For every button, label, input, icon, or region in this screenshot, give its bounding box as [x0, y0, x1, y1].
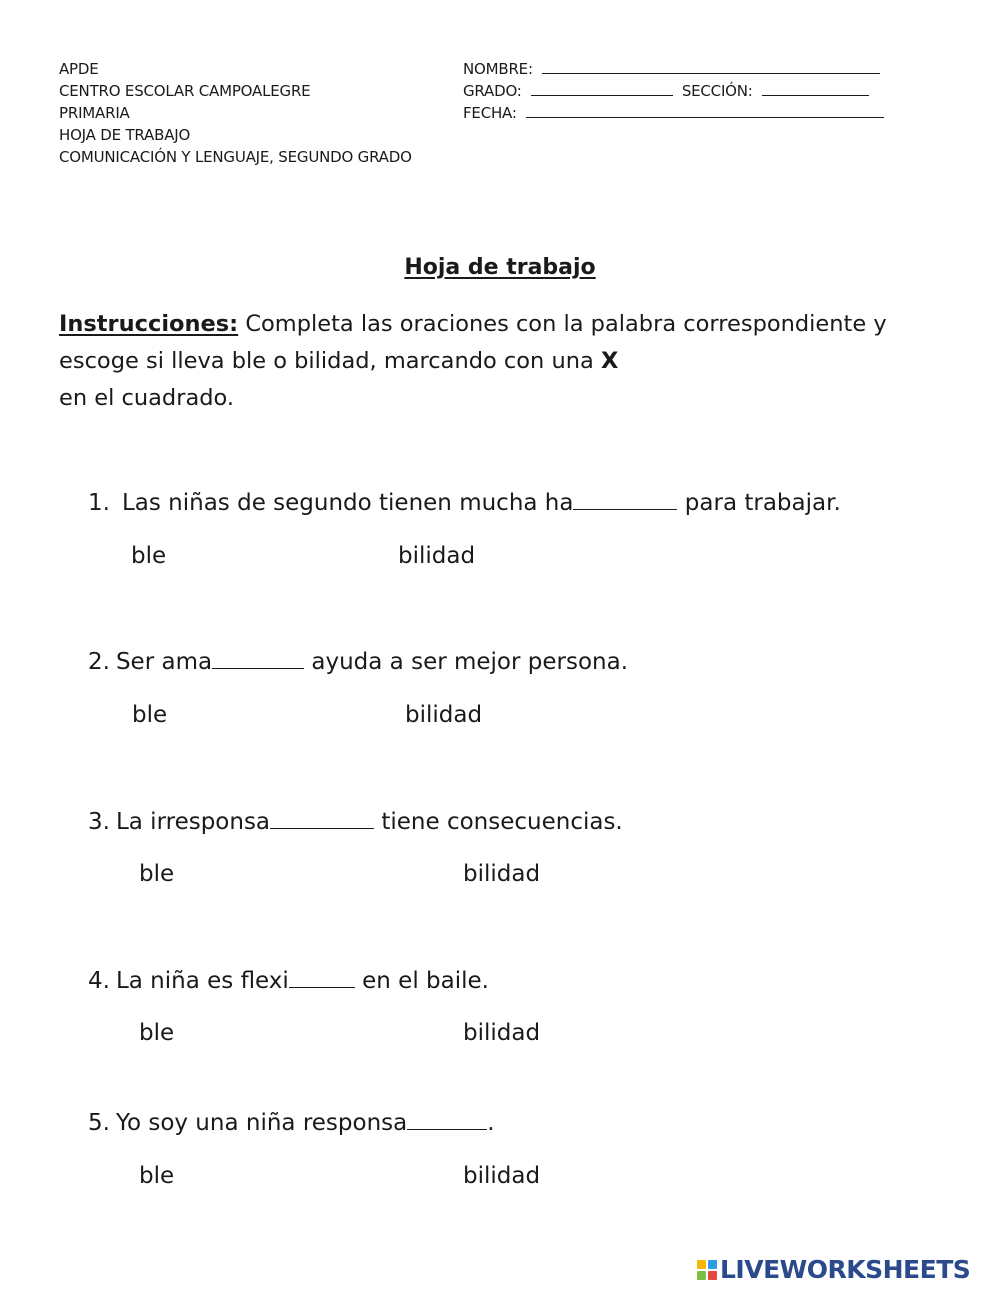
- school-info: [59, 58, 412, 168]
- nombre-row: [463, 58, 884, 80]
- option-bilidad[interactable]: bilidad: [463, 1020, 541, 1046]
- question-3: [88, 807, 623, 837]
- question-number: 5.: [88, 1110, 110, 1136]
- question-text-before: La irresponsa: [115, 809, 271, 835]
- instructions-label: Instrucciones:: [59, 311, 239, 337]
- question-number: 4.: [88, 968, 110, 994]
- school-info-line: APDE: [59, 60, 99, 78]
- liveworksheets-logo: [697, 1255, 970, 1285]
- grado-label: GRADO:: [463, 82, 522, 100]
- fecha-label: FECHA:: [463, 104, 517, 122]
- question-text-before: La niña es flexi: [115, 968, 289, 994]
- question-text-after: en el baile.: [354, 968, 489, 994]
- option-ble[interactable]: ble: [139, 861, 175, 887]
- grado-row: [463, 80, 884, 102]
- school-info-line: COMUNICACIÓN Y LENGUAJE, SEGUNDO GRADO: [59, 148, 412, 166]
- question-1: [88, 488, 841, 518]
- instructions-mark: X: [600, 348, 619, 374]
- question-text-before: Yo soy una niña responsa: [115, 1110, 408, 1136]
- seccion-field[interactable]: [762, 80, 869, 96]
- question-text-after: ayuda a ser mejor persona.: [304, 649, 629, 675]
- question-4: [88, 966, 489, 996]
- school-info-line: CENTRO ESCOLAR CAMPOALEGRE: [59, 82, 311, 100]
- question-text-before: Ser ama: [115, 649, 213, 675]
- option-ble[interactable]: ble: [139, 1020, 175, 1046]
- seccion-label: SECCIÓN:: [681, 82, 753, 100]
- logo-square: [697, 1260, 706, 1269]
- question-text-after: para trabajar.: [677, 490, 841, 516]
- answer-blank[interactable]: [407, 1109, 487, 1130]
- answer-blank[interactable]: [573, 489, 677, 510]
- question-text-before: Las niñas de segundo tienen mucha ha: [121, 490, 574, 516]
- nombre-label: NOMBRE:: [463, 60, 533, 78]
- question-text-after: tiene consecuencias.: [374, 809, 623, 835]
- logo-squares-icon: [697, 1260, 717, 1280]
- question-number: 2.: [88, 649, 110, 675]
- instructions-text: Completa las oraciones con la palabra correspondiente y escoge si lleva ble o bilidad, marcando con una: [59, 311, 887, 374]
- option-ble[interactable]: ble: [131, 543, 167, 569]
- logo-text: LIVEWORKSHEETS: [720, 1255, 971, 1284]
- fecha-field[interactable]: [526, 102, 884, 118]
- option-ble[interactable]: ble: [132, 702, 168, 728]
- nombre-field[interactable]: [542, 58, 880, 74]
- option-bilidad[interactable]: bilidad: [398, 543, 476, 569]
- student-info: [463, 58, 884, 124]
- fecha-row: [463, 102, 884, 124]
- answer-blank[interactable]: [270, 808, 374, 829]
- instructions: [59, 306, 949, 417]
- option-bilidad[interactable]: bilidad: [405, 702, 483, 728]
- question-2: [88, 647, 628, 677]
- option-bilidad[interactable]: bilidad: [463, 1163, 541, 1189]
- school-info-line: HOJA DE TRABAJO: [59, 126, 191, 144]
- school-info-line: PRIMARIA: [59, 104, 130, 122]
- grado-field[interactable]: [531, 80, 673, 96]
- question-number: 1.: [88, 490, 110, 516]
- option-ble[interactable]: ble: [139, 1163, 175, 1189]
- question-5: [88, 1108, 495, 1138]
- question-text-after: .: [487, 1110, 495, 1136]
- page-title: Hoja de trabajo: [404, 255, 596, 280]
- answer-blank[interactable]: [289, 967, 355, 988]
- instructions-tail: en el cuadrado.: [59, 385, 235, 411]
- option-bilidad[interactable]: bilidad: [463, 861, 541, 887]
- logo-square: [708, 1260, 717, 1269]
- logo-square: [708, 1271, 717, 1280]
- question-number: 3.: [88, 809, 110, 835]
- logo-square: [697, 1271, 706, 1280]
- answer-blank[interactable]: [212, 648, 304, 669]
